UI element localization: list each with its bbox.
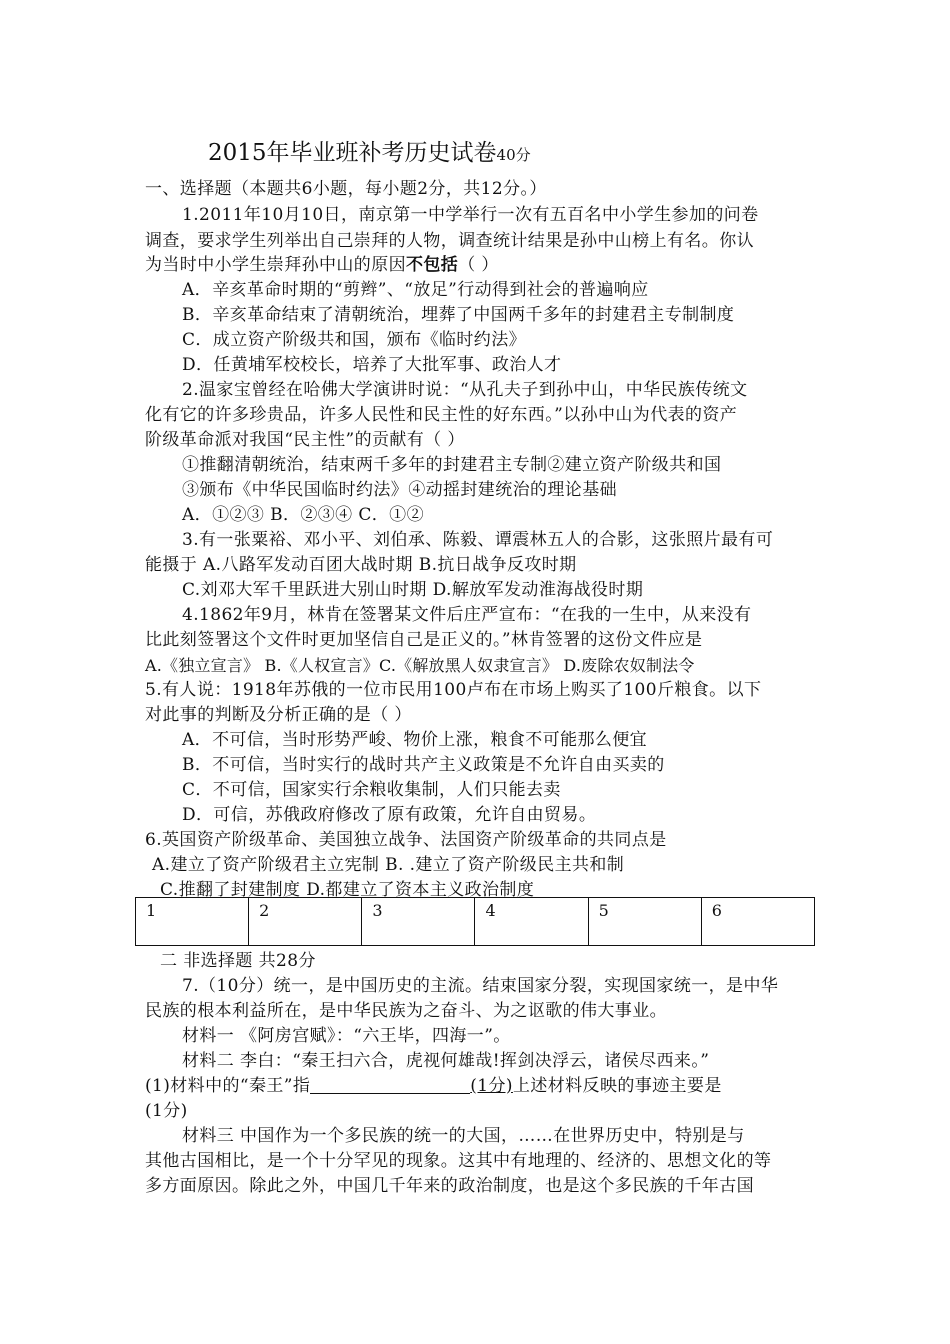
q4-options: A.《独立宣言》 B.《人权宣言》C.《解放黑人奴隶宣言》 D.废除农奴制法令 — [145, 656, 695, 675]
answer-table — [135, 897, 815, 946]
q5-option-d: D．可信，苏俄政府修改了原有政策，允许自由贸易。 — [182, 805, 597, 825]
q2-line1: 2.温家宝曾经在哈佛大学演讲时说：“从孔夫子到孙中山，中华民族传统文 — [182, 380, 748, 400]
q1-option-a: A．辛亥革命时期的“剪辫”、“放足”行动得到社会的普遍响应 — [182, 280, 649, 300]
q7-line1: 7.（10分）统一，是中国历史的主流。结束国家分裂，实现国家统一，是中华 — [182, 976, 779, 996]
q1-line3-text: 为当时中小学生崇拜孙中山的原因 — [145, 255, 406, 275]
q2-statements-2: ③颁布《中华民国临时约法》④动摇封建统治的理论基础 — [182, 480, 617, 500]
q6-line3: C.推翻了封建制度 D.都建立了资本主义政治制度 — [160, 880, 535, 900]
section1-heading: 一、选择题（本题共6小题，每小题2分，共12分。） — [145, 179, 547, 199]
answer-cell-4[interactable]: 4 — [475, 898, 588, 946]
exam-title-score: 40分 — [496, 146, 531, 164]
q7-material2: 材料二 李白：“秦王扫六合，虎视何雄哉!挥剑决浮云，诸侯尽西来。” — [182, 1051, 710, 1071]
q7-subq1 — [145, 1074, 825, 1099]
q6-line1: 6.英国资产阶级革命、美国独立战争、法国资产阶级革命的共同点是 — [145, 830, 667, 850]
q1-option-c: C．成立资产阶级共和国，颁布《临时约法》 — [182, 330, 527, 350]
q1-paren: （ ） — [458, 255, 499, 275]
q4-line1: 4.1862年9月，林肯在签署某文件后庄严宣布：“在我的一生中，从来没有 — [182, 605, 752, 625]
exam-title-main: 2015年毕业班补考历史试卷 — [208, 140, 497, 166]
answer-cell-1[interactable]: 1 — [136, 898, 249, 946]
q7-material3-line2: 其他古国相比，是一个十分罕见的现象。这其中有地理的、经济的、思想文化的等 — [145, 1151, 772, 1171]
q2-statements-1: ①推翻清朝统治，结束两千多年的封建君主专制②建立资产阶级共和国 — [182, 455, 722, 475]
answer-table-row — [136, 898, 815, 946]
q7-material3-line1: 材料三 中国作为一个多民族的统一的大国，……在世界历史中，特别是与 — [182, 1126, 745, 1146]
exam-title — [208, 138, 531, 170]
q3-line1: 3.有一张粟裕、邓小平、刘伯承、陈毅、谭震林五人的合影，这张照片最有可 — [182, 530, 774, 550]
q1-option-d: D．任黄埔军校校长，培养了大批军事、政治人才 — [182, 355, 562, 375]
answer-cell-3[interactable]: 3 — [362, 898, 475, 946]
q7-line2: 民族的根本利益所在，是中华民族为之奋斗、为之讴歌的伟大事业。 — [145, 1001, 667, 1021]
q3-line2: 能摄于 A.八路军发动百团大战时期 B.抗日战争反攻时期 — [145, 555, 577, 575]
q4-line2: 比此刻签署这个文件时更加坚信自己是正义的。”林肯签署的这份文件应是 — [145, 630, 703, 650]
q5-line1: 5.有人说：1918年苏俄的一位市民用100卢布在市场上购买了100斤粮食。以下 — [145, 680, 762, 700]
q3-line3: C.刘邓大军千里跃进大别山时期 D.解放军发动淮海战役时期 — [182, 580, 644, 600]
answer-cell-5[interactable]: 5 — [588, 898, 701, 946]
q5-option-b: B．不可信，当时实行的战时共产主义政策是不允许自由买卖的 — [182, 755, 665, 775]
q7-subq1-score2: (1分) — [145, 1101, 188, 1121]
q6-line2: A.建立了资产阶级君主立宪制 B. .建立了资产阶级民主共和制 — [152, 855, 625, 875]
q7-answer-blank[interactable] — [310, 1075, 470, 1094]
q1-line3 — [145, 253, 825, 278]
q7-subq1-score: (1分) — [470, 1076, 513, 1096]
answer-cell-6[interactable]: 6 — [701, 898, 814, 946]
q1-emphasis: 不包括 — [406, 255, 459, 275]
q7-subq1-text2: 上述材料反映的事迹主要是 — [512, 1076, 722, 1096]
answer-cell-2[interactable]: 2 — [249, 898, 362, 946]
section2-heading: 二 非选择题 共28分 — [160, 951, 316, 971]
q5-option-a: A．不可信，当时形势严峻、物价上涨，粮食不可能那么便宜 — [182, 730, 648, 750]
q5-option-c: C．不可信，国家实行余粮收集制，人们只能去卖 — [182, 780, 561, 800]
q1-option-b: B．辛亥革命结束了清朝统治，埋葬了中国两千多年的封建君主专制制度 — [182, 305, 735, 325]
q2-line2: 化有它的许多珍贵品，许多人民性和民主性的好东西。”以孙中山为代表的资产 — [145, 405, 738, 425]
q2-options: A．①②③ B．②③④ C．①② — [182, 505, 424, 525]
q7-subq1-text: (1)材料中的“秦王”指 — [145, 1076, 311, 1096]
q2-line3: 阶级革命派对我国“民主性”的贡献有（ ） — [145, 430, 465, 450]
q5-line2: 对此事的判断及分析正确的是（ ） — [145, 705, 412, 725]
q7-material3-line3: 多方面原因。除此之外，中国几千年来的政治制度，也是这个多民族的千年古国 — [145, 1176, 754, 1196]
q7-material1: 材料一 《阿房宫赋》：“六王毕，四海一”。 — [182, 1026, 511, 1046]
q1-line2: 调查，要求学生列举出自己崇拜的人物，调查统计结果是孙中山榜上有名。你认 — [145, 231, 754, 251]
q1-line1: 1.2011年10月10日，南京第一中学举行一次有五百名中小学生参加的问卷 — [182, 205, 759, 225]
